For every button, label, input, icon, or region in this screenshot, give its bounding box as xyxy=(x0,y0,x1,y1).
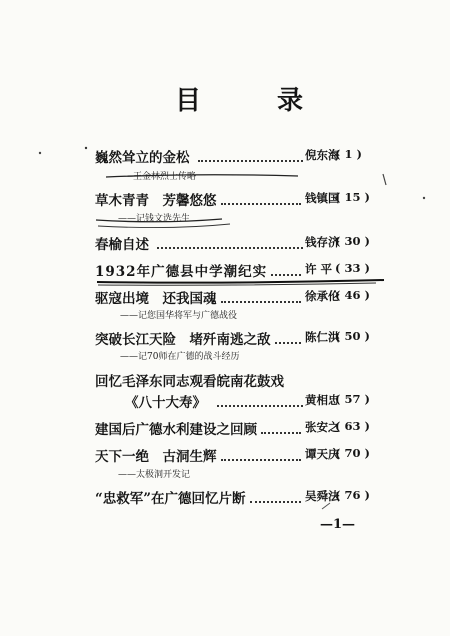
entry-page: ( 1 ) xyxy=(335,147,362,161)
underline-mark xyxy=(96,219,222,222)
entry-subtitle: ——王金林烈士传略 xyxy=(115,172,197,182)
entry-title: 1932年广德县中学潮纪实 xyxy=(95,264,268,280)
entry-page: ( 57 ) xyxy=(335,392,370,406)
entry-author: 黄相忠 xyxy=(305,393,340,407)
stray-mark xyxy=(322,503,330,509)
entry-author: 徐承伦 xyxy=(305,289,340,303)
entry-author: 许 平 xyxy=(305,262,333,276)
entry-title: 天下一绝 古洞生辉 xyxy=(95,449,217,465)
entry-author: 钱镇国 xyxy=(305,191,340,205)
entry-page: ( 15 ) xyxy=(335,190,370,204)
speck xyxy=(39,152,41,154)
entry-title: 春榆自述 xyxy=(95,237,149,253)
speck xyxy=(423,197,425,199)
entry-author: 吴舜法 xyxy=(305,489,340,503)
underline-mark xyxy=(97,280,384,283)
entry-page: ( 30 ) xyxy=(335,234,370,248)
heading-char-1: 目 xyxy=(175,86,204,116)
entry-subtitle: ——记70师在广德的战斗经历 xyxy=(120,352,240,362)
entry-page: ( 33 ) xyxy=(335,261,370,275)
entry-title: 巍然耸立的金松 xyxy=(95,150,190,166)
entry-title: 回忆毛泽东同志观看皖南花鼓戏 xyxy=(95,374,284,390)
entry-page: ( 76 ) xyxy=(335,488,370,502)
entry-title: 驱寇出境 还我国魂 xyxy=(95,291,217,307)
stray-mark xyxy=(383,174,386,185)
entry-author: 钱存济 xyxy=(305,235,340,249)
page-number: —1— xyxy=(320,517,356,532)
entry-page: ( 63 ) xyxy=(335,419,370,433)
entry-title: 建国后广德水利建设之回顾 xyxy=(95,422,257,438)
entry-page: ( 50 ) xyxy=(335,329,370,343)
entry-author: 谭天庆 xyxy=(305,447,340,461)
underline-mark xyxy=(98,224,230,228)
speck xyxy=(85,147,87,149)
entry-author: 陈仁洪 xyxy=(305,330,340,344)
underline-mark xyxy=(106,175,298,177)
entry-page: ( 46 ) xyxy=(335,288,370,302)
entry-author: 倪东海 xyxy=(305,148,340,162)
entry-subtitle: ——记您国华将军与广德战役 xyxy=(120,311,238,321)
entry-title: “忠救军”在广德回忆片断 xyxy=(95,491,246,507)
heading-char-2: 录 xyxy=(276,86,305,116)
entry-subtitle: ——记钱文选先生 xyxy=(118,214,191,224)
entry-subtitle: ——太极洞开发记 xyxy=(118,470,191,480)
entry-title-line-2: 《八十大寿》 xyxy=(125,395,206,411)
entry-author: 张安之 xyxy=(305,420,340,434)
entry-title: 草木青青 芳馨悠悠 xyxy=(95,193,217,209)
entry-page: ( 70 ) xyxy=(335,446,370,460)
entry-title: 突破长江天险 堵歼南逃之敌 xyxy=(95,332,271,348)
